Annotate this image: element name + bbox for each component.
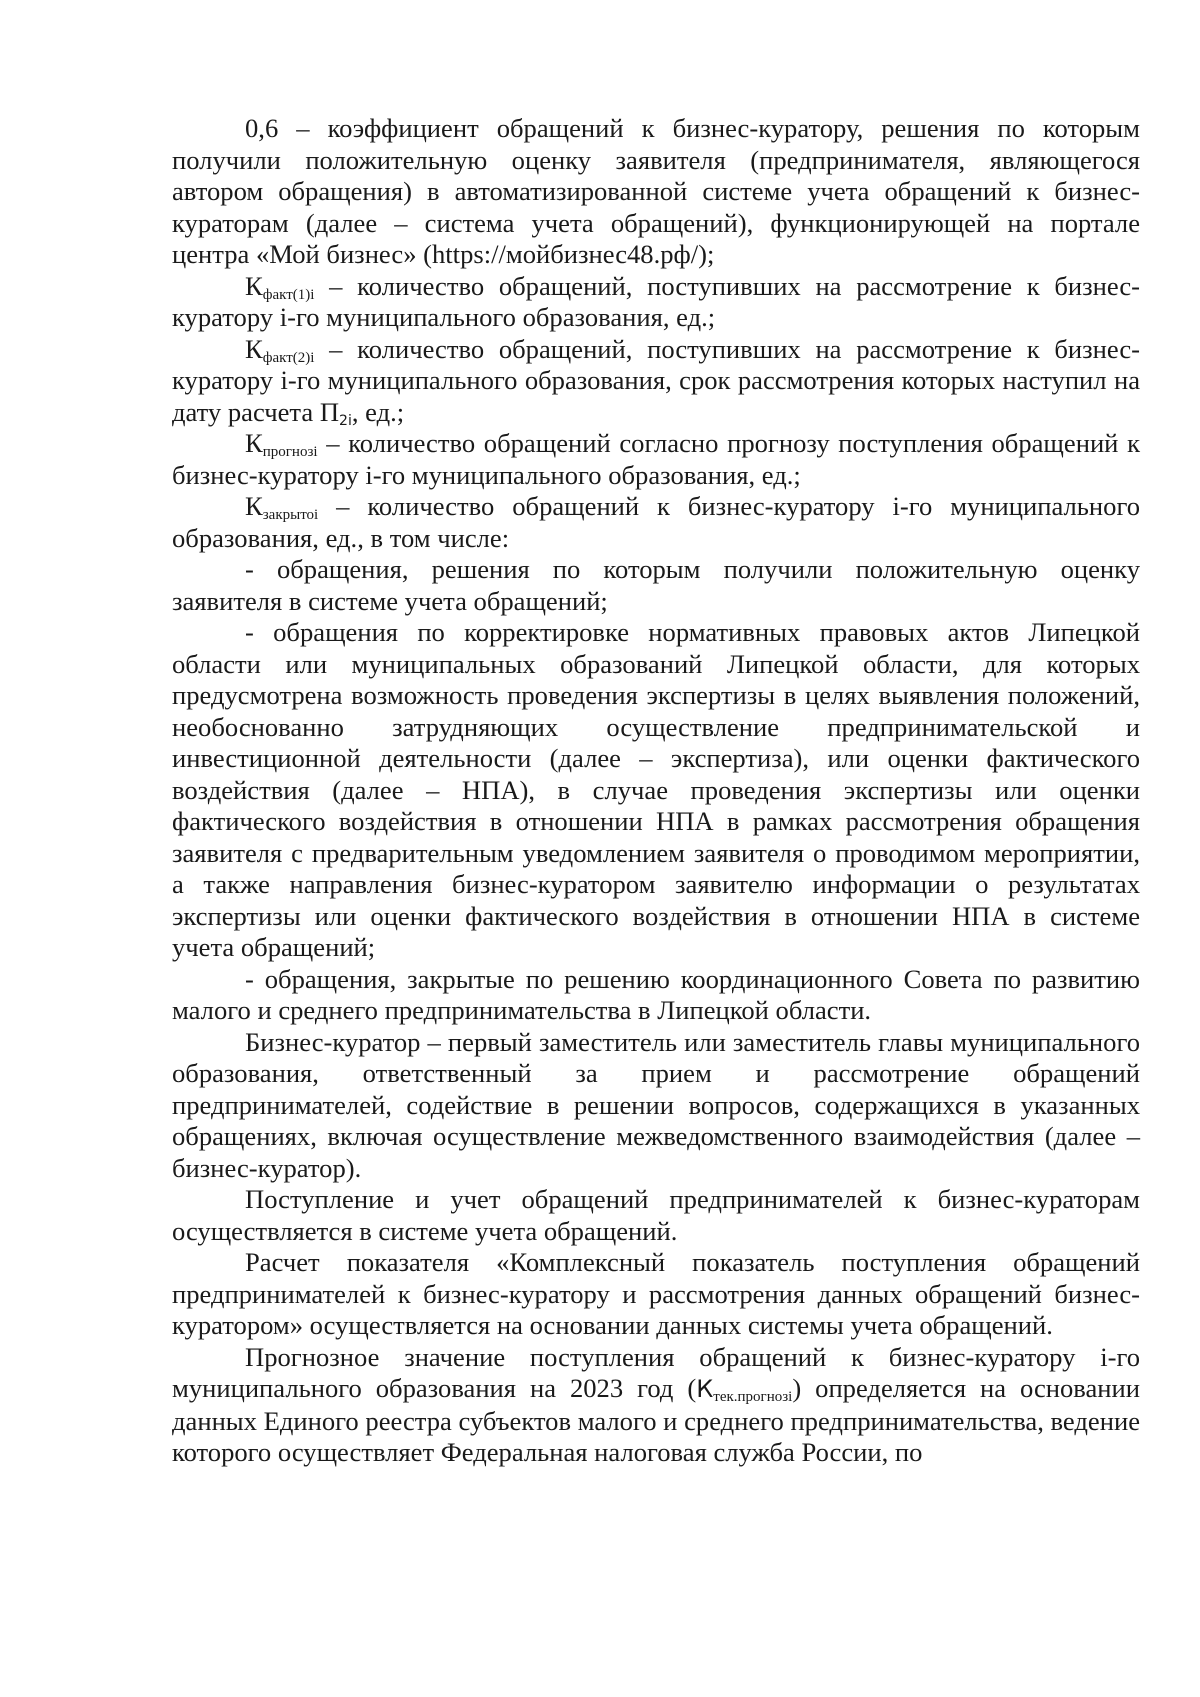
paragraph-k-prognoz [172, 428, 1140, 491]
formula-subscript: закрытоi [262, 507, 319, 523]
formula-symbol: $К_{закрытоi}$ [245, 491, 319, 523]
paragraph-business-curator: Бизнес-куратор – первый заместитель или заместитель главы муниципального образования, ответственный за прием и рассмотрение обращений предпринимателей, содействие в решении вопросов, содержащихся в указанных обращениях, включая осуществление межведомственного взаимодействия (далее – бизнес-куратор). [172, 1026, 1140, 1183]
formula-symbol: $К_{факт(2)i}$ [245, 333, 315, 366]
formula-subscript: факт(1)i [262, 286, 315, 303]
formula-symbol: $К_{прогнозi}$ [245, 428, 318, 460]
paragraph-text: – количество обращений, поступивших на рассмотрение к бизнес-куратору i-го муниципального образования, ед.; [172, 270, 1140, 332]
formula-k-tek-prognoz: $К_{тек.прогнозi}$ [696, 1375, 793, 1405]
paragraph-text: – количество обращений к бизнес-куратору i-го муниципального образования, ед., в том числе: [172, 491, 1140, 553]
paragraph-text: – количество обращений согласно прогнозу поступления обращений к бизнес-куратору i-го муниципального образования, ед.; [172, 428, 1140, 490]
paragraph-forecast: Прогнозное значение поступления обращений к бизнес-куратору i-го муниципального образования на 2023 год $(К_{тек.прогнозi})$ определяется на основании данных Единого реестра субъектов малого и среднего предпринимательства, ведение которого осуществляет Федеральная налоговая служба России, по [172, 1341, 1140, 1467]
list-item: - обращения, закрытые по решению координационного Совета по развитию малого и среднего предпринимательства в Липецкой области. [172, 963, 1140, 1025]
paragraph-k-fact-2 [172, 334, 1140, 429]
formula-subscript: факт(2)i [262, 349, 315, 366]
list-item: - обращения, решения по которым получили положительную оценку заявителя в системе учета обращений; [172, 554, 1140, 616]
paragraph-k-zakryto [172, 491, 1140, 554]
formula-p2i: П2i [319, 396, 352, 429]
paragraph-text: – количество обращений, поступивших на рассмотрение к бизнес-куратору i-го муниципального образования, срок рассмотрения которых наступил на дату расчета [172, 333, 1140, 427]
formula-symbol: $К_{факт(1)i}$ [245, 270, 315, 303]
paragraph-text: 0,6 – коэффициент обращений к бизнес-куратору, решения по которым получили положительную оценку заявителя (предпринимателя, являющегося автором обращения) в автоматизированной системе учета обращений к бизнес-кураторам (далее – система учета обращений), функционирующей на портале центра «Мой бизнес» (https://мойбизнес48.рф/); [172, 113, 1140, 269]
formula-subscript: прогнозi [262, 444, 318, 460]
document-page [172, 113, 1140, 1469]
paragraph-coefficient [172, 113, 1140, 271]
paragraph-calculation: Расчет показателя «Комплексный показатель поступления обращений предпринимателей к бизнес-куратору и рассмотрения данных обращений бизнес-куратором» осуществляется на основании данных системы учета обращений. [172, 1247, 1140, 1340]
list-item: - обращения по корректировке нормативных правовых актов Липецкой области или муниципальных образований Липецкой области, для которых предусмотрена возможность проведения экспертизы в целях выявления положений, необоснованно затрудняющих осуществление предпринимательской и инвестиционной деятельности (далее – экспертиза), или оценки фактического воздействия (далее – НПА), в случае проведения экспертизы или оценки фактического воздействия в отношении НПА в рамках рассмотрения обращения заявителя с предварительным уведомлением заявителя о проводимом мероприятии, а также направления бизнес-куратором заявителю информации о результатах экспертизы или оценки фактического воздействия в отношении НПА в системе учета обращений; [172, 617, 1140, 962]
paragraph-text-tail: , ед.; [351, 396, 405, 427]
paragraph-k-fact-1 [172, 271, 1140, 334]
paragraph-accounting: Поступление и учет обращений предпринимателей к бизнес-кураторам осуществляется в системе учета обращений. [172, 1184, 1140, 1246]
